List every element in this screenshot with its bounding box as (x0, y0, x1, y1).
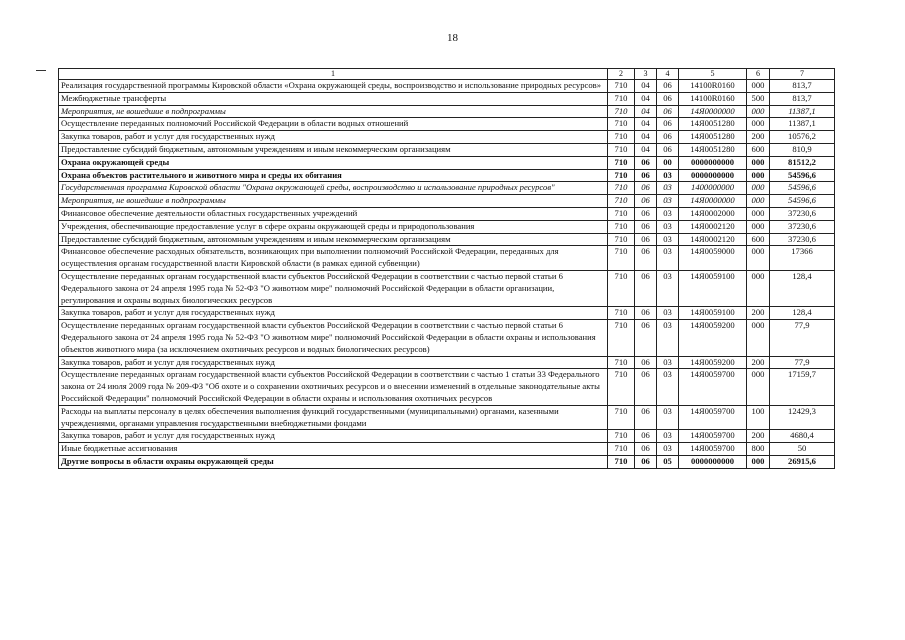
table-row (59, 118, 835, 131)
amount-cell: 77,9 (770, 356, 835, 369)
table-row (59, 169, 835, 182)
code-csr-cell: 14Я0051280 (679, 131, 747, 144)
code-rz-cell: 06 (635, 233, 657, 246)
amount-cell: 26915,6 (770, 455, 835, 468)
code-rz-cell: 06 (635, 182, 657, 195)
code-pr-cell: 06 (657, 131, 679, 144)
code-csr-cell: 14Я0059100 (679, 307, 747, 320)
code-gr-cell: 710 (608, 430, 635, 443)
code-pr-cell: 05 (657, 455, 679, 468)
code-csr-cell: 14100R0160 (679, 80, 747, 93)
row-name-cell: Межбюджетные трансферты (59, 92, 608, 105)
code-rz-cell: 06 (635, 455, 657, 468)
code-pr-cell: 03 (657, 369, 679, 405)
amount-cell: 813,7 (770, 92, 835, 105)
row-name-cell: Расходы на выплаты персоналу в целях обеспечения выполнения функций государственными (муниципальными) органами, казенными учреждениями, органами управления государственными внебюджетными фондами (59, 405, 608, 430)
code-csr-cell: 0000000000 (679, 169, 747, 182)
row-name-cell: Охрана окружающей среды (59, 156, 608, 169)
table-row (59, 270, 835, 306)
table-row (59, 195, 835, 208)
code-csr-cell: 14Я0051280 (679, 118, 747, 131)
table-row (59, 143, 835, 156)
amount-cell: 54596,6 (770, 195, 835, 208)
row-name-cell: Осуществление переданных органам государственной власти субъектов Российской Федерации в соответствии с частью 1 статьи 33 Федерального закона от 24 июля 2009 года № 209-ФЗ "Об охоте и о сохранении охотничьих ресурсов и о внесении изменений в отдельные законодательные акты Российской Федерации" полномочий Российской Федерации в области охраны и использования охотничьих ресурсов (59, 369, 608, 405)
table-row (59, 207, 835, 220)
code-gr-cell: 710 (608, 369, 635, 405)
code-pr-cell: 06 (657, 92, 679, 105)
amount-cell: 54596,6 (770, 182, 835, 195)
amount-cell: 37230,6 (770, 207, 835, 220)
row-name-cell: Учреждения, обеспечивающие предоставление услуг в сфере охраны окружающей среды и природопользования (59, 220, 608, 233)
code-csr-cell: 14Я0059200 (679, 356, 747, 369)
code-pr-cell: 03 (657, 270, 679, 306)
code-csr-cell: 14Я0000000 (679, 195, 747, 208)
code-gr-cell: 710 (608, 320, 635, 356)
row-name-cell: Мероприятия, не вошедшие в подпрограммы (59, 195, 608, 208)
table-row (59, 356, 835, 369)
code-rz-cell: 06 (635, 220, 657, 233)
row-name-cell: Предоставление субсидий бюджетным, автономным учреждениям и иным некоммерческим организациям (59, 233, 608, 246)
code-rz-cell: 06 (635, 356, 657, 369)
code-csr-cell: 14Я0059700 (679, 443, 747, 456)
table-row (59, 105, 835, 118)
code-pr-cell: 03 (657, 443, 679, 456)
code-vr-cell: 000 (747, 182, 770, 195)
code-csr-cell: 1400000000 (679, 182, 747, 195)
code-gr-cell: 710 (608, 207, 635, 220)
header-cell: 4 (657, 69, 679, 80)
code-vr-cell: 800 (747, 443, 770, 456)
code-gr-cell: 710 (608, 270, 635, 306)
amount-cell: 128,4 (770, 270, 835, 306)
code-csr-cell: 14100R0160 (679, 92, 747, 105)
table-row (59, 156, 835, 169)
code-gr-cell: 710 (608, 118, 635, 131)
header-cell: 1 (59, 69, 608, 80)
row-name-cell: Закупка товаров, работ и услуг для государственных нужд (59, 307, 608, 320)
code-rz-cell: 06 (635, 443, 657, 456)
table-row (59, 80, 835, 93)
row-name-cell: Финансовое обеспечение расходных обязательств, возникающих при выполнении полномочий Российской Федерации, переданных для осуществления органам государственной власти Кировской области (в рамках единой субвенции) (59, 246, 608, 271)
code-vr-cell: 100 (747, 405, 770, 430)
table-row (59, 233, 835, 246)
code-vr-cell: 500 (747, 92, 770, 105)
code-csr-cell: 14Я0059100 (679, 270, 747, 306)
code-vr-cell: 000 (747, 369, 770, 405)
code-gr-cell: 710 (608, 131, 635, 144)
code-vr-cell: 000 (747, 169, 770, 182)
code-gr-cell: 710 (608, 92, 635, 105)
amount-cell: 10576,2 (770, 131, 835, 144)
code-vr-cell: 000 (747, 246, 770, 271)
code-pr-cell: 03 (657, 430, 679, 443)
code-pr-cell: 03 (657, 233, 679, 246)
page-number: 18 (447, 32, 458, 44)
code-gr-cell: 710 (608, 182, 635, 195)
code-csr-cell: 14Я0002000 (679, 207, 747, 220)
row-name-cell: Охрана объектов растительного и животного мира и среды их обитания (59, 169, 608, 182)
code-gr-cell: 710 (608, 246, 635, 271)
code-gr-cell: 710 (608, 169, 635, 182)
amount-cell: 50 (770, 443, 835, 456)
code-rz-cell: 06 (635, 169, 657, 182)
row-name-cell: Закупка товаров, работ и услуг для государственных нужд (59, 131, 608, 144)
code-vr-cell: 000 (747, 118, 770, 131)
code-vr-cell: 000 (747, 195, 770, 208)
amount-cell: 11387,1 (770, 118, 835, 131)
code-vr-cell: 200 (747, 430, 770, 443)
code-pr-cell: 03 (657, 405, 679, 430)
code-rz-cell: 04 (635, 105, 657, 118)
table-row (59, 405, 835, 430)
code-vr-cell: 000 (747, 320, 770, 356)
code-gr-cell: 710 (608, 105, 635, 118)
code-rz-cell: 06 (635, 405, 657, 430)
row-name-cell: Иные бюджетные ассигнования (59, 443, 608, 456)
header-cell: 3 (635, 69, 657, 80)
row-name-cell: Осуществление переданных полномочий Российской Федерации в области водных отношений (59, 118, 608, 131)
code-gr-cell: 710 (608, 220, 635, 233)
row-name-cell: Осуществление переданных органам государственной власти субъектов Российской Федерации в соответствии с частью первой статьи 6 Федерального закона от 24 апреля 1995 года № 52-ФЗ "О животном мире" полномочий Российской Федерации в области охраны и использования объектов животного мира (за исключением охотничьих ресурсов и водных биологических ресурсов) (59, 320, 608, 356)
code-vr-cell: 000 (747, 455, 770, 468)
table-row (59, 182, 835, 195)
code-rz-cell: 04 (635, 131, 657, 144)
amount-cell: 17159,7 (770, 369, 835, 405)
row-name-cell: Закупка товаров, работ и услуг для государственных нужд (59, 356, 608, 369)
amount-cell: 17366 (770, 246, 835, 271)
code-gr-cell: 710 (608, 233, 635, 246)
code-pr-cell: 00 (657, 156, 679, 169)
code-rz-cell: 04 (635, 143, 657, 156)
table-row (59, 320, 835, 356)
code-vr-cell: 000 (747, 270, 770, 306)
header-cell: 5 (679, 69, 747, 80)
code-vr-cell: 200 (747, 131, 770, 144)
code-gr-cell: 710 (608, 80, 635, 93)
code-gr-cell: 710 (608, 455, 635, 468)
row-name-cell: Реализация государственной программы Кировской области «Охрана окружающей среды, воспроизводство и использование природных ресурсов» (59, 80, 608, 93)
code-rz-cell: 04 (635, 92, 657, 105)
table-row (59, 220, 835, 233)
code-pr-cell: 03 (657, 246, 679, 271)
code-csr-cell: 14Я0059700 (679, 430, 747, 443)
code-pr-cell: 06 (657, 80, 679, 93)
code-gr-cell: 710 (608, 443, 635, 456)
amount-cell: 81512,2 (770, 156, 835, 169)
code-rz-cell: 06 (635, 430, 657, 443)
code-pr-cell: 06 (657, 105, 679, 118)
code-csr-cell: 14Я0059700 (679, 405, 747, 430)
amount-cell: 4680,4 (770, 430, 835, 443)
amount-cell: 77,9 (770, 320, 835, 356)
amount-cell: 37230,6 (770, 233, 835, 246)
code-csr-cell: 14Я0059000 (679, 246, 747, 271)
code-csr-cell: 14Я0059700 (679, 369, 747, 405)
code-pr-cell: 03 (657, 320, 679, 356)
code-vr-cell: 200 (747, 307, 770, 320)
amount-cell: 11387,1 (770, 105, 835, 118)
code-vr-cell: 000 (747, 207, 770, 220)
amount-cell: 813,7 (770, 80, 835, 93)
code-pr-cell: 03 (657, 356, 679, 369)
margin-mark (36, 70, 46, 71)
code-rz-cell: 04 (635, 118, 657, 131)
code-pr-cell: 03 (657, 195, 679, 208)
code-csr-cell: 0000000000 (679, 156, 747, 169)
row-name-cell: Предоставление субсидий бюджетным, автономным учреждениям и иным некоммерческим организациям (59, 143, 608, 156)
code-rz-cell: 06 (635, 270, 657, 306)
row-name-cell: Мероприятия, не вошедшие в подпрограммы (59, 105, 608, 118)
table-row (59, 92, 835, 105)
header-cell: 6 (747, 69, 770, 80)
code-rz-cell: 06 (635, 307, 657, 320)
code-csr-cell: 14Я0000000 (679, 105, 747, 118)
amount-cell: 12429,3 (770, 405, 835, 430)
code-pr-cell: 03 (657, 220, 679, 233)
code-pr-cell: 03 (657, 182, 679, 195)
amount-cell: 810,9 (770, 143, 835, 156)
row-name-cell: Осуществление переданных органам государственной власти субъектов Российской Федерации в соответствии с частью первой статьи 6 Федерального закона от 24 апреля 1995 года № 52-ФЗ "О животном мире" полномочий Российской Федерации в области организации, регулирования и охраны водных биологических ресурсов (59, 270, 608, 306)
code-gr-cell: 710 (608, 356, 635, 369)
table-row (59, 246, 835, 271)
table-row (59, 455, 835, 468)
code-vr-cell: 000 (747, 156, 770, 169)
amount-cell: 37230,6 (770, 220, 835, 233)
row-name-cell: Другие вопросы в области охраны окружающей среды (59, 455, 608, 468)
code-csr-cell: 14Я0059200 (679, 320, 747, 356)
code-gr-cell: 710 (608, 307, 635, 320)
code-gr-cell: 710 (608, 195, 635, 208)
code-vr-cell: 600 (747, 143, 770, 156)
code-pr-cell: 06 (657, 143, 679, 156)
code-rz-cell: 04 (635, 80, 657, 93)
code-vr-cell: 200 (747, 356, 770, 369)
code-csr-cell: 0000000000 (679, 455, 747, 468)
row-name-cell: Государственная программа Кировской области "Охрана окружающей среды, воспроизводство и использование природных ресурсов" (59, 182, 608, 195)
code-rz-cell: 06 (635, 246, 657, 271)
row-name-cell: Финансовое обеспечение деятельности областных государственных учреждений (59, 207, 608, 220)
budget-table (58, 68, 835, 469)
code-pr-cell: 03 (657, 307, 679, 320)
code-rz-cell: 06 (635, 369, 657, 405)
code-csr-cell: 14Я0002120 (679, 233, 747, 246)
code-vr-cell: 000 (747, 105, 770, 118)
table-row (59, 430, 835, 443)
code-csr-cell: 14Я0051280 (679, 143, 747, 156)
table-row (59, 369, 835, 405)
code-vr-cell: 600 (747, 233, 770, 246)
code-pr-cell: 03 (657, 169, 679, 182)
code-gr-cell: 710 (608, 156, 635, 169)
code-vr-cell: 000 (747, 220, 770, 233)
code-vr-cell: 000 (747, 80, 770, 93)
code-rz-cell: 06 (635, 156, 657, 169)
table-row (59, 307, 835, 320)
code-rz-cell: 06 (635, 207, 657, 220)
table-row (59, 443, 835, 456)
code-csr-cell: 14Я0002120 (679, 220, 747, 233)
code-rz-cell: 06 (635, 320, 657, 356)
code-pr-cell: 03 (657, 207, 679, 220)
table-row (59, 131, 835, 144)
amount-cell: 54596,6 (770, 169, 835, 182)
row-name-cell: Закупка товаров, работ и услуг для государственных нужд (59, 430, 608, 443)
code-pr-cell: 06 (657, 118, 679, 131)
code-gr-cell: 710 (608, 143, 635, 156)
table-header-row (59, 69, 835, 80)
header-cell: 2 (608, 69, 635, 80)
amount-cell: 128,4 (770, 307, 835, 320)
code-rz-cell: 06 (635, 195, 657, 208)
code-gr-cell: 710 (608, 405, 635, 430)
header-cell: 7 (770, 69, 835, 80)
